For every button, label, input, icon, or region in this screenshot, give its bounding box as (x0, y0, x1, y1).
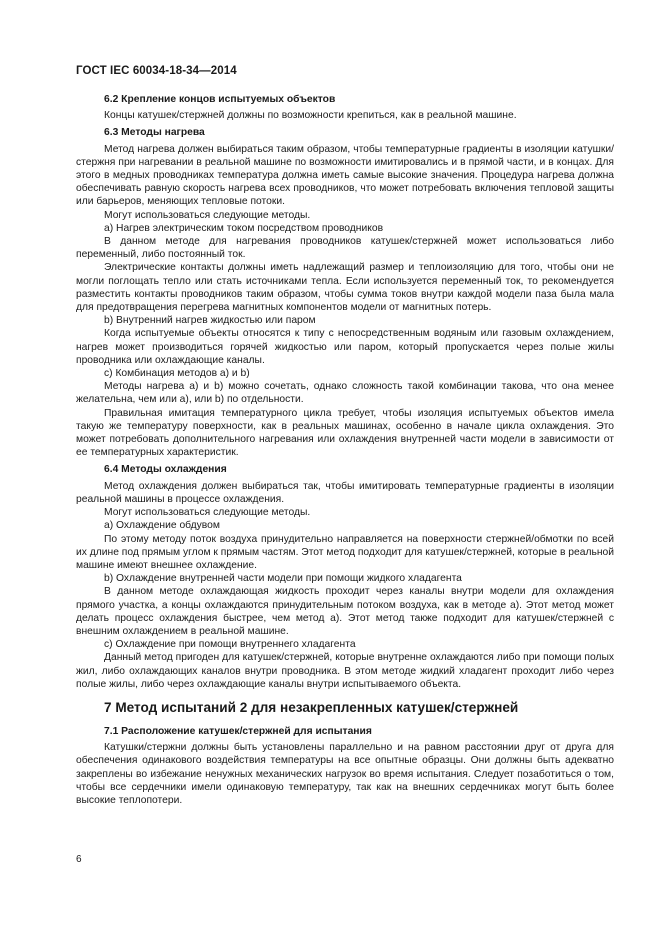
paragraph: Данный метод пригоден для катушек/стержней, которые внутренне охлаждаются либо при помощи полых жил, либо охлаждающих каналов внутри проводника. В этом методе жидкий хладагент проходит либо через полые жилы, либо через охлаждающие каналы внутри испытываемого объекта. (76, 652, 614, 690)
paragraph: Метод нагрева должен выбираться таким образом, чтобы температурные градиенты в изоляции катушки/стержня при нагревании в реальной машине по возможности имитировались и в прямой части, и в концах. Для этого в медных проводниках температура должна иметь самые высокие значения. Процедура нагрева должна обеспечивать равную скорость нагрева всех проводников, что может потребовать включения тепловой защиты или барьеров, меняющих тепловые потоки. (76, 143, 614, 208)
section-7-1-title: 7.1 Расположение катушек/стержней для испытания (104, 725, 372, 737)
paragraph: В данном методе для нагревания проводников катушек/стержней может использоваться либо переменный, либо постоянный ток. (76, 236, 614, 261)
paragraph: Электрические контакты должны иметь надлежащий размер и теплоизоляцию для того, чтобы они не могли поглощать тепло или стать источниками тепла. Если используется переменный ток, то рекомендуется разместить контакты проводников таким образом, чтобы сумма токов внутри каждой модели паза была мала для предотвращения перегрева магнитных компонентов модели от магнитных потерь. (76, 262, 614, 314)
subsection-a-title: а) Нагрев электрическим током посредством проводников (104, 222, 384, 234)
paragraph: Когда испытуемые объекты относятся к типу с непосредственным водяным или газовым охлаждением, нагрев может производиться горячей жидкостью или паром, который пропускается через полые жилы проводника или охлаждающие каналы. (76, 328, 614, 366)
paragraph: Могут использоваться следующие методы. (104, 209, 311, 221)
paragraph: Могут использоваться следующие методы. (104, 507, 311, 519)
page-number: 6 (76, 854, 82, 865)
paragraph: Методы нагрева а) и b) можно сочетать, однако сложность такой комбинации такова, что она менее желательна, чем или а), или b) по отдельности. (76, 381, 614, 406)
paragraph: Концы катушек/стержней должны по возможности крепиться, как в реальной машине. (104, 110, 517, 122)
subsection-b-title: b) Охлаждение внутренней части модели при помощи жидкого хладагента (104, 573, 462, 585)
section-7-title: 7 Метод испытаний 2 для незакрепленных катушек/стержней (104, 699, 519, 715)
subsection-a-title: а) Охлаждение обдувом (104, 520, 220, 532)
section-6-2-title: 6.2 Крепление концов испытуемых объектов (104, 94, 336, 105)
paragraph: Катушки/стержни должны быть установлены параллельно и на равном расстоянии друг от друга для обеспечения одинакового воздействия температуры на все опытные образцы. Они должны быть адекватно закреплены во избежание ненужных механических нагрузок во время испытания. Следует позаботиться о том, чтобы все сердечники имели одинаковую температуру, так как на внешних сердечниках могут быть более высокие теплопотери. (76, 742, 614, 806)
paragraph: Правильная имитация температурного цикла требует, чтобы изоляция испытуемых объектов имела такую же температуру поверхности, как в реальных машинах, особенно в начале цикла охлаждения. Это может потребовать дополнительного нагревания или охлаждения внутренней части модели в зависимости от ее температурных характеристик. (76, 407, 614, 459)
subsection-b-title: b) Внутренний нагрев жидкостью или паром (104, 315, 316, 327)
paragraph: В данном методе охлаждающая жидкость проходит через каналы внутри модели для охлаждения прямого участка, а концы охлаждаются принудительным потоком воздуха, как в методе а). Этот метод может делать процесс охлаждения быстрее, чем метод а). Этот метод также подходит для катушек/стержней с внешним охлаждением в реальной машине. (76, 586, 614, 637)
section-6-4-title: 6.4 Методы охлаждения (104, 464, 227, 476)
subsection-c-title: с) Комбинация методов а) и b) (104, 368, 250, 380)
section-6-3-title: 6.3 Методы нагрева (104, 127, 205, 139)
subsection-c-title: с) Охлаждение при помощи внутреннего хладагента (104, 639, 356, 651)
paragraph: По этому методу поток воздуха принудительно направляется на поверхности стержней/обмотки по всей их длине под прямым углом к прямым частям. Этот метод подходит для катушек/стержней, которые в реальной машине имеют внешнее охлаждение. (76, 533, 614, 571)
document-header: ГОСТ IEC 60034-18-34—2014 (76, 65, 237, 77)
document-body (76, 92, 614, 807)
paragraph: Метод охлаждения должен выбираться так, чтобы имитировать температурные градиенты в изоляции реальной машины в процессе охлаждения. (76, 480, 614, 505)
